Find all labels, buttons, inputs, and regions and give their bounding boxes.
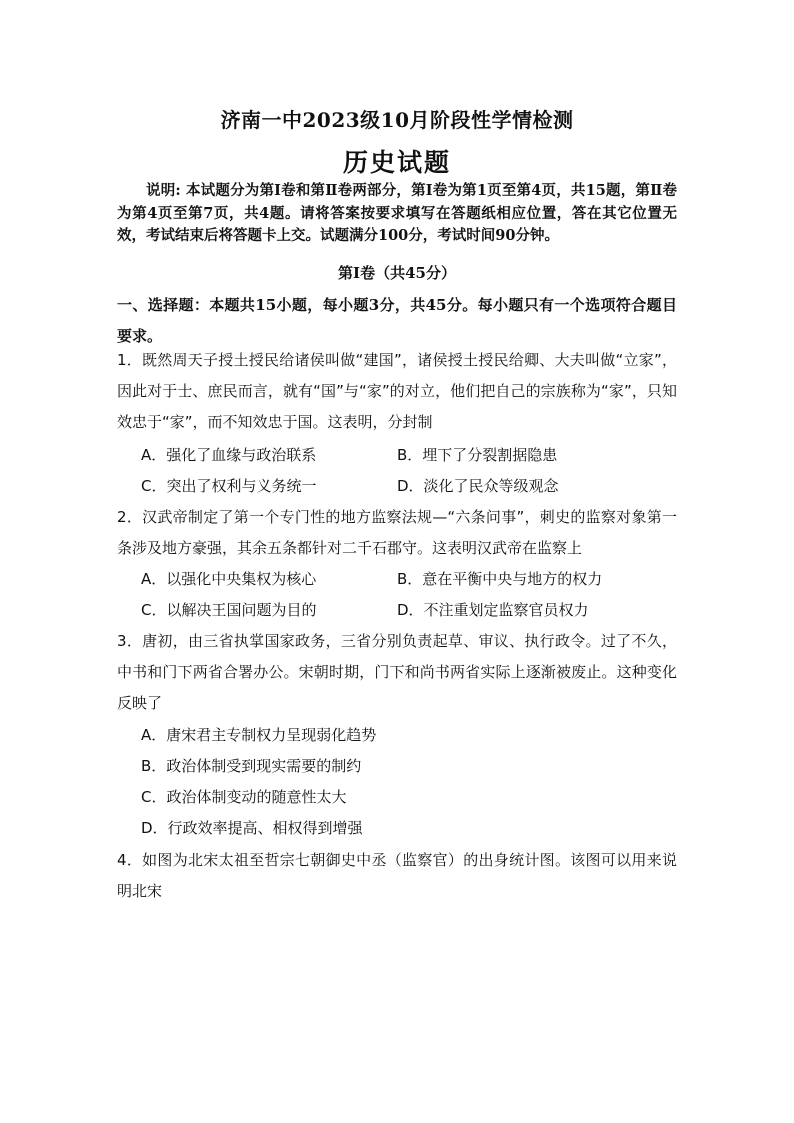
- exam-instructions: 说明: 本试题分为第Ⅰ卷和第Ⅱ卷两部分，第Ⅰ卷为第1页至第4页，共15题，第Ⅱ卷为第4页至第7页，共4题。请将答案按要求填写在答题纸相应位置，答在其它位置无效，考试结束后将答题卡上交。试题满分100分，考试时间90分钟。: [117, 182, 677, 244]
- question-1-option-d[interactable]: D．淡化了民众等级观念: [397, 477, 559, 495]
- subject-title: 历史试题: [342, 148, 451, 177]
- section-heading: 一、选择题：本题共15小题，每小题3分，共45分。每小题只有一个选项符合题目要求。: [117, 296, 677, 345]
- section-title: 第Ⅰ卷（共45分）: [338, 264, 456, 282]
- question-2-option-d[interactable]: D．不注重划定监察官员权力: [397, 601, 589, 619]
- question-1-stem: 1．既然周天子授土授民给诸侯叫做“建国”，诸侯授土授民给卿、大夫叫做“立家”，因此对于士、庶民而言，就有“国”与“家”的对立，他们把自己的宗族称为“家”，只知效忠于“家”，而不知效忠于国。这表明，分封制: [117, 351, 677, 431]
- question-4-stem: 4．如图为北宋太祖至哲宗七朝御史中丞（监察官）的出身统计图。该图可以用来说明北宋: [117, 851, 677, 900]
- question-3-option-d[interactable]: D．行政效率提高、相权得到增强: [141, 819, 363, 837]
- question-1-option-c[interactable]: C．突出了权利与义务统一: [141, 477, 317, 495]
- question-1-option-b[interactable]: B．埋下了分裂割据隐患: [397, 446, 558, 464]
- question-2-option-c[interactable]: C．以解决王国问题为目的: [141, 601, 317, 619]
- question-2-option-b[interactable]: B．意在平衡中央与地方的权力: [397, 570, 603, 588]
- question-3-option-b[interactable]: B．政治体制受到现实需要的制约: [141, 757, 362, 775]
- question-3-option-a[interactable]: A．唐宋君主专制权力呈现弱化趋势: [141, 726, 377, 744]
- question-3-stem: 3．唐初，由三省执掌国家政务，三省分别负责起草、审议、执行政令。过了不久，中书和门下两省合署办公。宋朝时期，门下和尚书两省实际上逐渐被废止。这种变化反映了: [117, 632, 677, 712]
- exam-title: 济南一中2023级10月阶段性学情检测: [220, 108, 574, 132]
- question-3-option-c[interactable]: C．政治体制变动的随意性太大: [141, 788, 347, 806]
- question-2-option-a[interactable]: A．以强化中央集权为核心: [141, 570, 317, 588]
- question-2-stem: 2．汉武帝制定了第一个专门性的地方监察法规—“六条问事”，刺史的监察对象第一条涉及地方豪强，其余五条都针对二千石郡守。这表明汉武帝在监察上: [117, 508, 677, 557]
- question-1-option-a[interactable]: A．强化了血缘与政治联系: [141, 446, 317, 464]
